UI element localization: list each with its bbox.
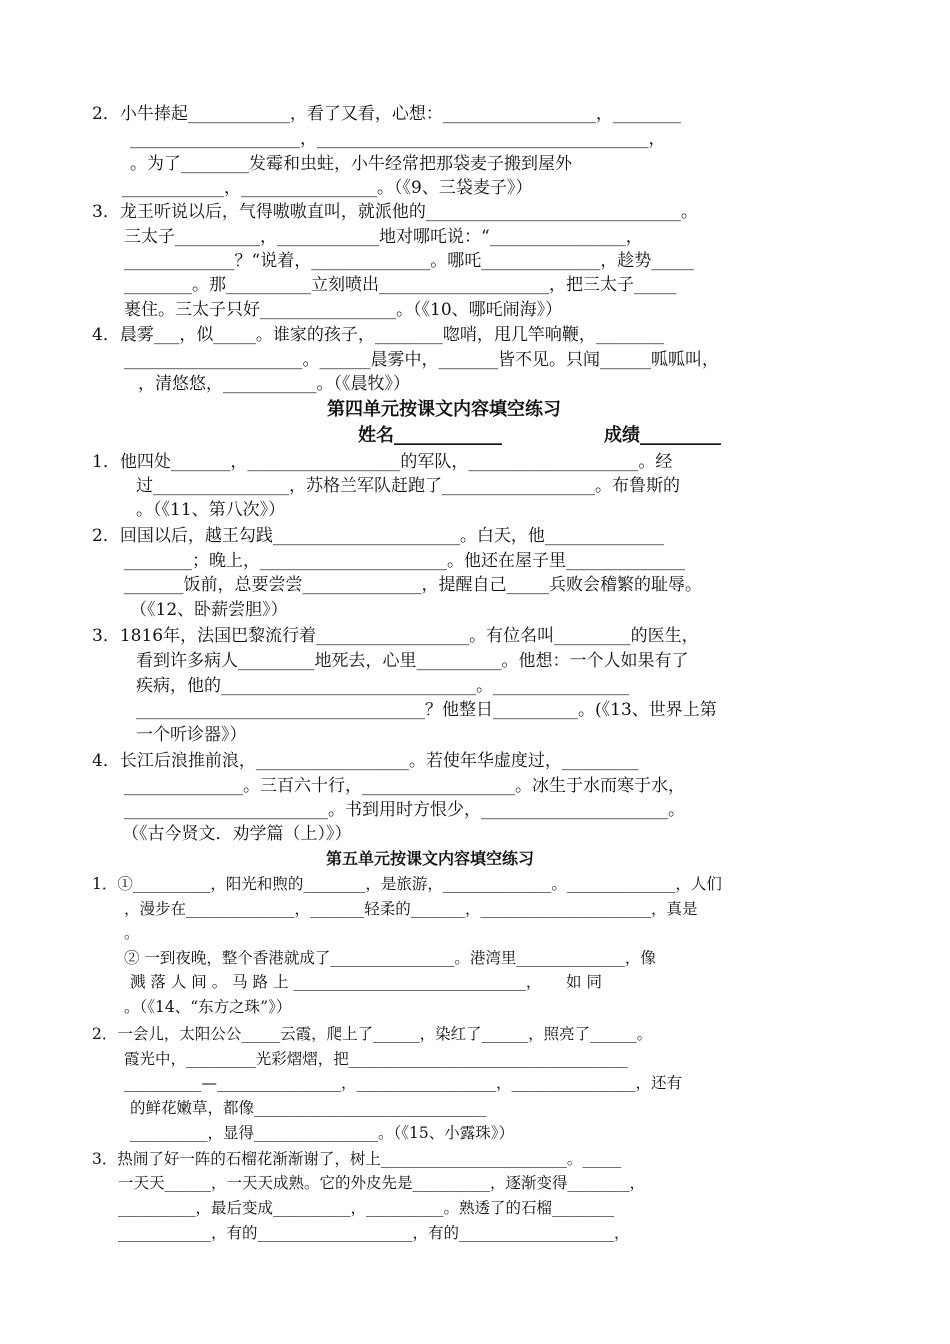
text-line: 霞光中，_________光彩熠熠，把____________________________________ bbox=[124, 1050, 628, 1068]
text-line: ，清悠悠，___________。（《晨牧》） bbox=[138, 374, 410, 394]
text-line: 看到许多病人_________地死去，心里__________。他想：一个人如果有了 bbox=[136, 651, 689, 671]
text-line: ______________。三百六十行，__________________。冰生于水而寒于水， bbox=[124, 776, 685, 796]
section-heading: 第四单元按课文内容填空练习 bbox=[327, 399, 561, 420]
text-line: 。（《11、第八次》） bbox=[136, 500, 286, 520]
text-line: 。为了________发霉和虫蛀，小牛经常把那袋麦子搬到屋外 bbox=[130, 154, 572, 174]
text-line: ____________，有的____________________，有的____________________， bbox=[118, 1224, 630, 1242]
text-line: 2．回国以后，越王勾践______________________。白天，他______________ bbox=[92, 526, 664, 546]
section-heading: 第五单元按课文内容填空练习 bbox=[326, 849, 535, 868]
text-line: 裹住。三太子只好________________。（《10、哪吒闹海》） bbox=[124, 300, 563, 320]
text-line: 溅 落 人 间 。 马 路 上 ______________________________， 如 同 bbox=[130, 973, 602, 991]
score-field-label: 成绩_________ bbox=[604, 425, 721, 446]
text-line: ________________________。书到用时方恨少，______________________。 bbox=[124, 800, 685, 820]
text-line: 过________________，苏格兰军队赶跑了__________________。布鲁斯的 bbox=[136, 476, 680, 496]
text-line: ，漫步在______________，_______轻柔的_______，______________________，真是 bbox=[124, 900, 698, 918]
text-line: 一个听诊器》） bbox=[136, 725, 247, 745]
text-line: 疾病，他的______________________________。________________ bbox=[136, 676, 629, 696]
text-line: _______饭前，总要尝尝______________，提醒自己_____兵败会稽繁的耻辱。 bbox=[124, 575, 702, 595]
text-line: 2．一会儿，太阳公公_____云霞，爬上了______，染红了______，照亮了______。 bbox=[92, 1025, 653, 1043]
text-line: 。 bbox=[124, 924, 140, 942]
text-line: 1．①__________，阳光和煦的________，是旅游，______________。______________，人们 bbox=[92, 875, 722, 893]
text-line: 的鲜花嫩草，都像______________________________ bbox=[130, 1099, 487, 1117]
text-line: __________________________________？他整日__________。(《13、世界上第 bbox=[136, 700, 717, 720]
text-line: ____________________，_______________________________________， bbox=[130, 129, 666, 149]
text-line: ________；晚上，______________________。他还在屋子里______________ bbox=[124, 551, 685, 571]
text-line: 一天天______，一天天成熟。它的外皮先是__________，逐渐变得________， bbox=[118, 1174, 646, 1192]
name-field-label: 姓名____________ bbox=[358, 425, 502, 446]
text-line: （《12、卧薪尝胆》） bbox=[130, 600, 288, 620]
text-line: 三太子__________，____________地对哪吒说：“________________， bbox=[124, 227, 643, 247]
text-line: 4．晨雾___，似_____。谁家的孩子，________唿哨，甩几竿响鞭，________ bbox=[92, 325, 664, 345]
text-line: __________—________________，__________________，________________，还有 bbox=[124, 1074, 683, 1092]
text-line: ____________，________________。（《9、三袋麦子》） bbox=[122, 178, 533, 198]
text-line: __________，最后变成__________，__________。熟透了的石榴________ bbox=[118, 1199, 615, 1217]
text-line: _____________________。______晨雾中，_______皆不见。只闻______呱呱叫， bbox=[124, 350, 719, 370]
text-line: ________。那__________立刻喷出____________________，把三太子_____ bbox=[124, 275, 677, 295]
text-line: 3．龙王听说以后，气得嗷嗷直叫，就派他的______________________________。 bbox=[92, 202, 698, 222]
text-line: 。（《14、“东方之珠”》） bbox=[124, 998, 292, 1016]
text-line: （《古今贤文．劝学篇（上）》） bbox=[122, 824, 352, 844]
text-line: 4．长江后浪推前浪，__________________。若使年华虚度过，_________ bbox=[92, 751, 639, 771]
text-line: 1．他四处_______，__________________的军队，____________________。经 bbox=[92, 452, 673, 472]
text-line: __________，显得________________。（《15、小露珠》） bbox=[130, 1124, 514, 1142]
text-line: 2．小牛捧起____________，看了又看，心想：__________________，________ bbox=[92, 104, 681, 124]
text-line: 3．热闹了好一阵的石榴花渐渐谢了，树上________________________。_____ bbox=[92, 1150, 622, 1168]
text-line: ② 一到夜晚，整个香港就成了________________。港湾里______________，像 bbox=[124, 949, 656, 967]
text-line: 3．1816年，法国巴黎流行着__________________。有位名叫_________的医生， bbox=[92, 626, 699, 646]
text-line: _____________？“说着，______________。哪吒______________，趁势_____ bbox=[124, 251, 694, 271]
